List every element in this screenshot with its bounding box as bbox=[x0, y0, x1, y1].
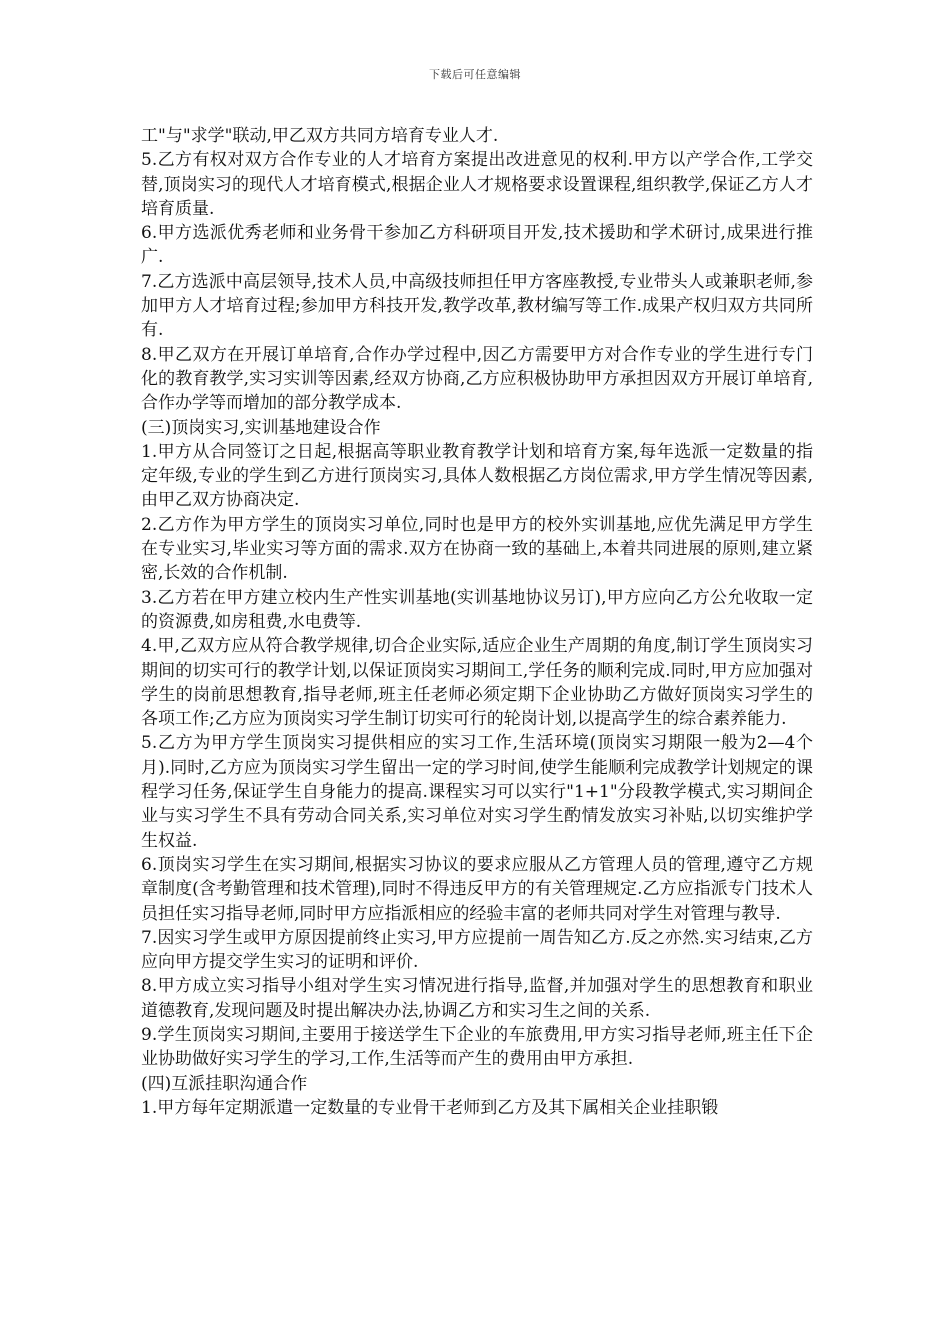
paragraph: 6.顶岗实习学生在实习期间,根据实习协议的要求应服从乙方管理人员的管理,遵守乙方规章制度(含考勤管理和技术管理),同时不得违反甲方的有关管理规定.乙方应指派专门技术人员担任实习指导老师,同时甲方应指派相应的经验丰富的老师共同对学生对管理与教导. bbox=[141, 854, 813, 924]
page-header-note: 下载后可任意编辑 bbox=[429, 68, 521, 81]
paragraph: 8.甲方成立实习指导小组对学生实习情况进行指导,监督,并加强对学生的思想教育和职业道德教育,发现问题及时提出解决办法,协调乙方和实习生之间的关系. bbox=[141, 976, 813, 1021]
paragraph: 6.甲方选派优秀老师和业务骨干参加乙方科研项目开发,技术援助和学术研讨,成果进行推广. bbox=[141, 223, 813, 268]
paragraph: 8.甲乙双方在开展订单培育,合作办学过程中,因乙方需要甲方对合作专业的学生进行专门化的教育教学,实习实训等因素,经双方协商,乙方应积极协助甲方承担因双方开展订单培育,合作办学等而增加的部分教学成本. bbox=[141, 344, 813, 414]
paragraph: 5.乙方有权对双方合作专业的人才培育方案提出改进意见的权利.甲方以产学合作,工学交替,顶岗实习的现代人才培育模式,根据企业人才规格要求设置课程,组织教学,保证乙方人才培育质量. bbox=[141, 150, 813, 219]
paragraph: 5.乙方为甲方学生顶岗实习提供相应的实习工作,生活环境(顶岗实习期限一般为2—4个月).同时,乙方应为顶岗实习学生留出一定的学习时间,使学生能顺利完成教学计划规定的课程学习任务,保证学生自身能力的提高.课程实习可以实行"1+1"分段教学模式,实习期间企业与实习学生不具有劳动合同关系,实习单位对实习学生酌情发放实习补贴,以切实维护学生权益. bbox=[141, 733, 813, 851]
paragraph: 1.甲方从合同签订之日起,根据高等职业教育教学计划和培育方案,每年选派一定数量的指定年级,专业的学生到乙方进行顶岗实习,具体人数根据乙方岗位需求,甲方学生情况等因素,由甲乙双方协商决定. bbox=[141, 441, 813, 511]
paragraph: 4.甲,乙双方应从符合教学规律,切合企业实际,适应企业生产周期的角度,制订学生顶岗实习期间的切实可行的教学计划,以保证顶岗实习期间工,学任务的顺利完成.同时,甲方应加强对学生的岗前思想教育,指导老师,班主任老师必须定期下企业协助乙方做好顶岗实习学生的各项工作;乙方应为顶岗实习学生制订切实可行的轮岗计划,以提高学生的综合素养能力. bbox=[141, 636, 813, 730]
paragraph: 7.因实习学生或甲方原因提前终止实习,甲方应提前一周告知乙方.反之亦然.实习结束,乙方应向甲方提交学生实习的证明和评价. bbox=[141, 927, 813, 973]
paragraph: 工"与"求学"联动,甲乙双方共同方培育专业人才. bbox=[141, 126, 499, 146]
paragraph: 1.甲方每年定期派遣一定数量的专业骨干老师到乙方及其下属相关企业挂职锻 bbox=[141, 1097, 719, 1118]
paragraph: 7.乙方选派中高层领导,技术人员,中高级技师担任甲方客座教授,专业带头人或兼职老师,参加甲方人才培育过程;参加甲方科技开发,教学改革,教材编写等工作.成果产权归双方共同所有. bbox=[141, 271, 813, 341]
section-heading: (三)顶岗实习,实训基地建设合作 bbox=[141, 417, 381, 438]
paragraph: 2.乙方作为甲方学生的顶岗实习单位,同时也是甲方的校外实训基地,应优先满足甲方学生在专业实习,毕业实习等方面的需求.双方在协商一致的基础上,本着共同进展的原则,建立紧密,长效的合作机制. bbox=[141, 514, 813, 584]
document-body bbox=[141, 124, 813, 1120]
paragraph: 9.学生顶岗实习期间,主要用于接送学生下企业的车旅费用,甲方实习指导老师,班主任下企业协助做好实习学生的学习,工作,生活等而产生的费用由甲方承担. bbox=[141, 1024, 813, 1070]
section-heading: (四)互派挂职沟通合作 bbox=[141, 1073, 308, 1094]
paragraph: 3.乙方若在甲方建立校内生产性实训基地(实训基地协议另订),甲方应向乙方公允收取一定的资源费,如房租费,水电费等. bbox=[141, 587, 813, 632]
